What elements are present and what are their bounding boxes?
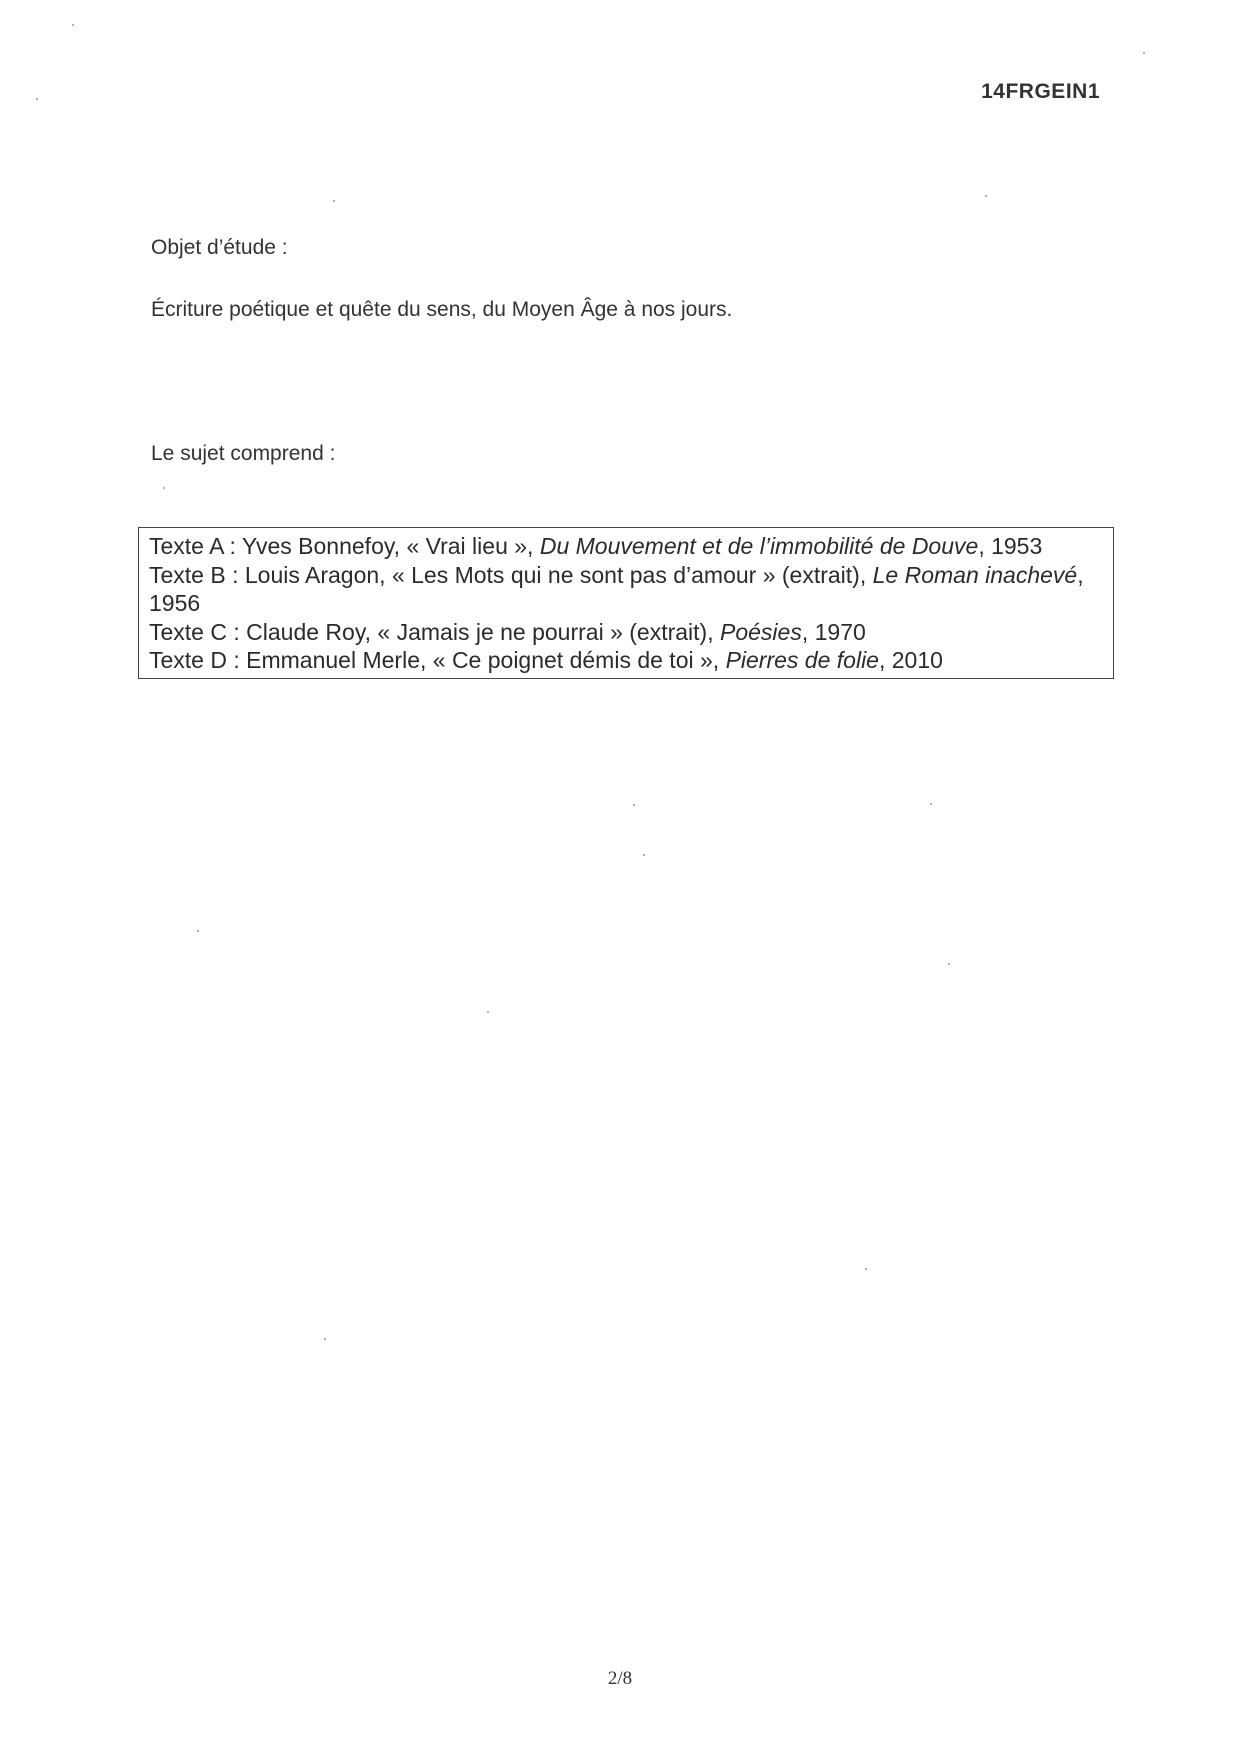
scan-speck [487,1011,489,1013]
subject-includes-label: Le sujet comprend : [151,442,336,465]
text-entry-separator: , [527,533,540,559]
text-entry-year: , 1953 [978,533,1043,559]
object-of-study-value: Écriture poétique et quête du sens, du Moyen Âge à nos jours. [151,298,733,321]
scan-speck [333,200,335,202]
scan-speck [1143,52,1145,54]
scan-speck [324,1338,326,1340]
document-code: 14FRGEIN1 [981,80,1100,103]
object-of-study-label: Objet d’étude : [151,236,288,259]
page-number: 2/8 [607,1668,633,1689]
text-entry-separator: , [707,618,720,645]
scan-speck [633,804,635,806]
text-entry-year: , 1970 [801,618,866,645]
scan-speck [985,195,987,197]
scan-speck [865,1268,867,1270]
scan-speck [643,854,645,856]
text-entry-title: « Ce poignet démis de toi » [432,647,713,673]
text-entry-work: Pierres de folie [725,647,879,673]
text-entry-title: « Les Mots qui ne sont pas d’amour » (extrait) [391,561,860,588]
text-entry-work: Du Mouvement et de l’immobilité de Douve [539,533,979,559]
text-entry-prefix: Texte B : Louis Aragon, [149,561,392,588]
text-entry-work: Poésies [720,618,802,645]
text-entry-title: « Vrai lieu » [406,533,528,559]
scan-speck [930,803,932,805]
text-entry-separator: , [859,561,873,588]
text-entry-work: Le Roman inachevé [872,561,1078,588]
texts-list-box [138,527,1114,679]
text-entry-separator: , [712,647,726,673]
text-entry-a [149,532,1103,561]
text-entry-title: « Jamais je ne pourrai » (extrait) [377,618,708,645]
scan-speck [948,963,950,965]
scan-speck [163,487,165,489]
text-entry-b [149,561,1103,618]
text-entry-prefix: Texte C : Claude Roy, [149,618,378,645]
scan-speck [72,24,74,26]
text-entry-year: , 1956 [149,561,1084,616]
text-entry-d [149,646,1103,675]
text-entry-year: , 2010 [878,647,943,673]
text-entry-prefix: Texte A : Yves Bonnefoy, [149,533,407,559]
text-entry-c [149,618,1103,647]
scan-speck [197,930,199,932]
scan-speck [36,98,38,100]
text-entry-prefix: Texte D : Emmanuel Merle, [149,647,433,673]
